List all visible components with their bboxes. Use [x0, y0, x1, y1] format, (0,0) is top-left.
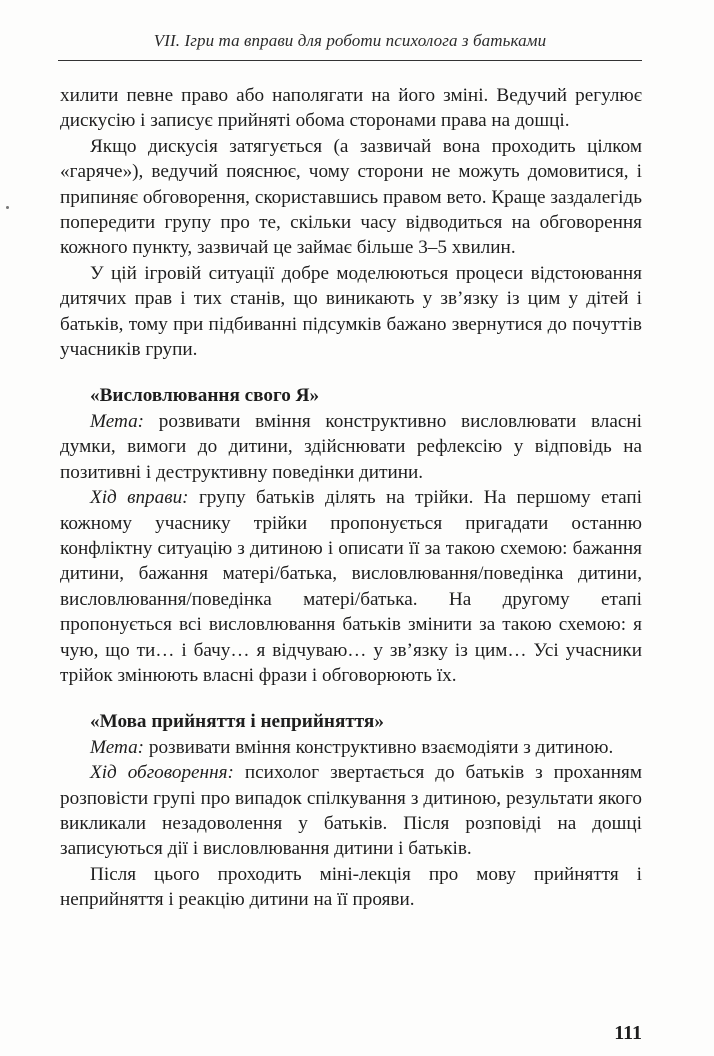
running-head: VII. Ігри та вправи для роботи психолога з батьками	[153, 31, 547, 50]
goal-label: Мета:	[90, 736, 145, 758]
margin-speck	[6, 206, 9, 209]
exercise-title: «Висловлювання свого Я»	[90, 385, 320, 407]
exercise-goal	[60, 409, 642, 485]
paragraph-continued: хилити певне право або наполягати на його зміні. Ведучий регулює дискусію і записує прийняті обома сторонами права на дошці.	[60, 85, 642, 132]
page-body	[60, 83, 642, 913]
exercise-discussion	[60, 760, 642, 862]
discussion-label: Хід обговорення:	[90, 762, 234, 784]
header-rule	[58, 60, 642, 61]
paragraph: Якщо дискусія затягується (а зазвичай вона проходить цілком «гаряче»), ведучий пояснює, чому сторони не можуть домовитися, і припиняє обговорення, скориставшись правом вето. Краще заздалегідь попередити групу про те, скільки часу відводиться на обговорення кожного пункту, зазвичай це займає більше 3–5 хвилин.	[60, 135, 642, 259]
course-text: групу батьків ділять на трійки. На першому етапі кожному учаснику трійки пропонується пригадати останню конфліктну ситуацію з дитиною і описати її за такою схемою: бажання дитини, бажання матері/батька, висловлювання/поведінка дитини, висловлювання/поведінка матері/батька. На другому етапі пропонується всі висловлювання батьків змінити за такою схемою: я чую, що ти… і бачу… я відчуваю… у зв’язку із цим… Усі учасники трійок змінюють власні фрази і обговорюють їх.	[60, 487, 642, 686]
exercise-title: «Мова прийняття і неприйняття»	[90, 711, 384, 733]
course-label: Хід вправи:	[90, 487, 189, 509]
exercise-goal	[60, 735, 642, 760]
goal-text: розвивати вміння конструктивно висловлювати власні думки, вимоги до дитини, здійснювати рефлексію у відповідь на позитивні і деструктивну поведінки дитини.	[60, 410, 642, 483]
paragraph: У цій ігровій ситуації добре моделюються процеси відстоювання дитячих прав і тих станів, що виникають у зв’язку із цим у дітей і батьків, тому при підбиванні підсумків бажано звернутися до почуттів учасників групи.	[60, 262, 642, 361]
page-number: 111	[614, 1022, 642, 1044]
exercise-course	[60, 485, 642, 688]
goal-text: розвивати вміння конструктивно взаємодіяти з дитиною.	[144, 736, 614, 758]
paragraph: Після цього проходить міні-лекція про мову прийняття і неприйняття і реакцію дитини на її прояви.	[60, 863, 642, 911]
goal-label: Мета:	[90, 410, 145, 432]
discussion-text: психолог звертається до батьків з проханням розповісти групі про випадок спілкування з дитиною, результати якого викликали незадоволення у батьків. Після розповіді на дошці записуються дії і висловлювання дитини і батьків.	[60, 762, 642, 860]
